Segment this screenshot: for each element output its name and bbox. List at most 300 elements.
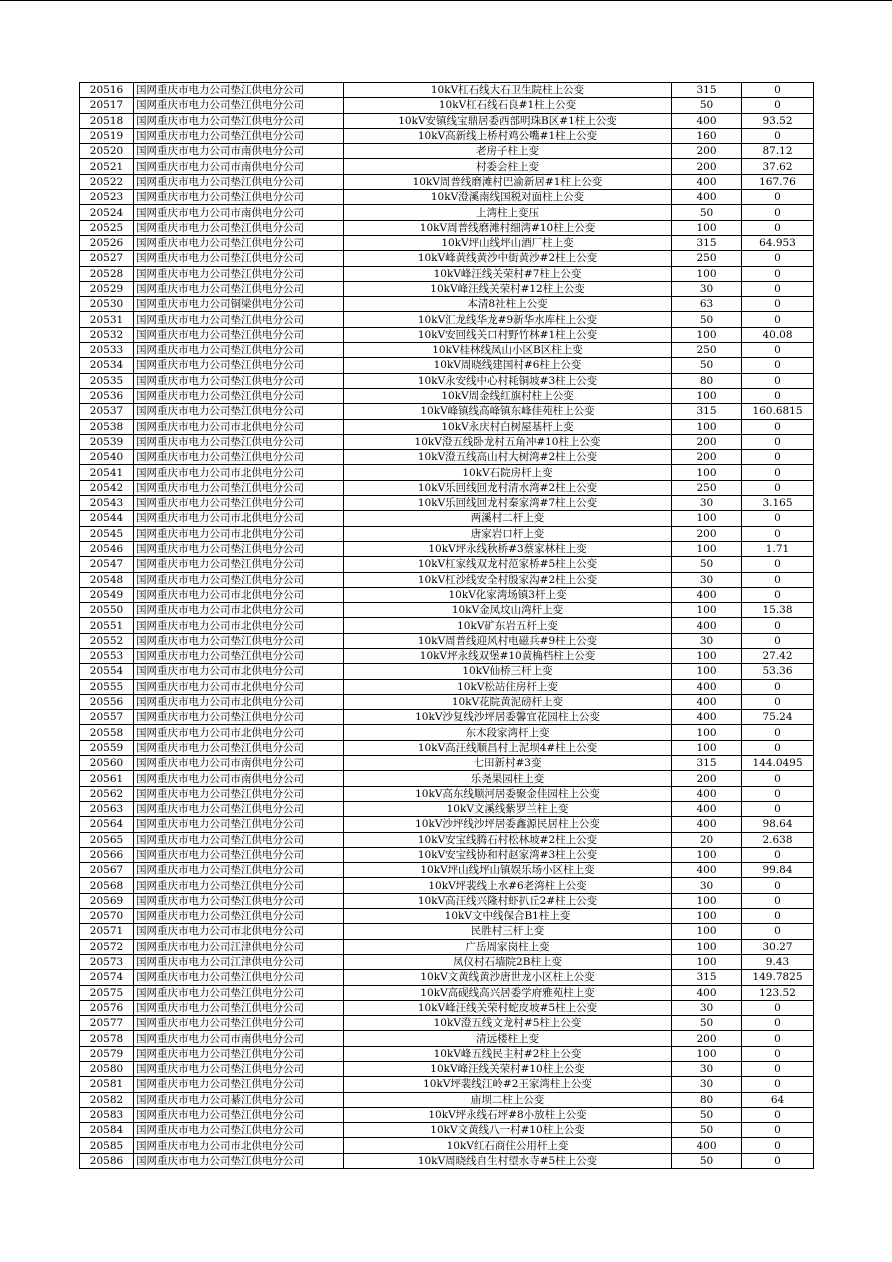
table-row [80,281,814,296]
transformer-name: 10kV周普线磨滩村巴渝新居#1柱上公变 [344,174,672,189]
company-name: 国网重庆市电力公司垫江供电分公司 [134,450,344,465]
company-name: 国网重庆市电力公司垫江供电分公司 [134,1107,344,1122]
row-id: 20581 [80,1077,134,1092]
table-row [80,725,814,740]
transformer-name: 10kV峰汪线关荣村#7柱上公变 [344,266,672,281]
capacity: 315 [672,756,742,771]
load-value: 0 [742,1062,814,1077]
load-value: 15.38 [742,603,814,618]
row-id: 20551 [80,618,134,633]
company-name: 国网重庆市电力公司市南供电分公司 [134,1031,344,1046]
table-row [80,786,814,801]
company-name: 国网重庆市电力公司江津供电分公司 [134,939,344,954]
table-row [80,113,814,128]
load-value: 0 [742,924,814,939]
table-row [80,1031,814,1046]
load-value: 0 [742,771,814,786]
transformer-name: 10kV峰五线民主村#2柱上公变 [344,1046,672,1061]
load-value: 3.165 [742,496,814,511]
row-id: 20573 [80,954,134,969]
transformer-name: 10kV杠石线大石卫生院柱上公变 [344,83,672,98]
company-name: 国网重庆市电力公司垫江供电分公司 [134,281,344,296]
table-row [80,1062,814,1077]
load-value: 75.24 [742,710,814,725]
transformer-name: 10kV桂林线凤山小区B区柱上变 [344,343,672,358]
row-id: 20563 [80,801,134,816]
row-id: 20527 [80,251,134,266]
capacity: 100 [672,893,742,908]
capacity: 200 [672,771,742,786]
transformer-name: 10kV澄五线文龙村#5柱上公变 [344,1016,672,1031]
company-name: 国网重庆市电力公司垫江供电分公司 [134,572,344,587]
capacity: 100 [672,648,742,663]
transformer-name: 10kV坪永线石坪#8小放柱上公变 [344,1107,672,1122]
transformer-name: 10kV澄五线高山村大树湾#2柱上公变 [344,450,672,465]
transformer-name: 10kV文黄线黄沙唐世龙小区柱上公变 [344,970,672,985]
transformer-name: 10kV金凤坟山湾杆上变 [344,603,672,618]
company-name: 国网重庆市电力公司垫江供电分公司 [134,251,344,266]
capacity: 100 [672,725,742,740]
capacity: 100 [672,664,742,679]
row-id: 20539 [80,434,134,449]
company-name: 国网重庆市电力公司市南供电分公司 [134,159,344,174]
capacity: 200 [672,1031,742,1046]
row-id: 20542 [80,480,134,495]
table-row [80,740,814,755]
capacity: 400 [672,587,742,602]
company-name: 国网重庆市电力公司垫江供电分公司 [134,832,344,847]
table-row [80,970,814,985]
row-id: 20536 [80,388,134,403]
company-name: 国网重庆市电力公司垫江供电分公司 [134,1046,344,1061]
capacity: 50 [672,358,742,373]
company-name: 国网重庆市电力公司垫江供电分公司 [134,343,344,358]
company-name: 国网重庆市电力公司垫江供电分公司 [134,648,344,663]
load-value: 0 [742,618,814,633]
table-row [80,205,814,220]
capacity: 80 [672,373,742,388]
load-value: 0 [742,419,814,434]
company-name: 国网重庆市电力公司垫江供电分公司 [134,174,344,189]
table-row [80,144,814,159]
capacity: 30 [672,633,742,648]
load-value: 0 [742,1153,814,1168]
table-row [80,266,814,281]
load-value: 0 [742,557,814,572]
capacity: 100 [672,511,742,526]
company-name: 国网重庆市电力公司市北供电分公司 [134,924,344,939]
row-id: 20522 [80,174,134,189]
capacity: 100 [672,1046,742,1061]
company-name: 国网重庆市电力公司市北供电分公司 [134,526,344,541]
row-id: 20549 [80,587,134,602]
load-value: 0 [742,358,814,373]
company-name: 国网重庆市电力公司垫江供电分公司 [134,98,344,113]
table-row [80,1138,814,1153]
company-name: 国网重庆市电力公司垫江供电分公司 [134,847,344,862]
transformer-name: 庙坝二柱上公变 [344,1092,672,1107]
transformer-name: 10kV文黄线八一村#10柱上公变 [344,1123,672,1138]
company-name: 国网重庆市电力公司垫江供电分公司 [134,496,344,511]
transformer-name: 东木段家湾杆上变 [344,725,672,740]
table-row [80,480,814,495]
row-id: 20538 [80,419,134,434]
company-name: 国网重庆市电力公司垫江供电分公司 [134,985,344,1000]
company-name: 国网重庆市电力公司市北供电分公司 [134,618,344,633]
company-name: 国网重庆市电力公司垫江供电分公司 [134,633,344,648]
capacity: 50 [672,1123,742,1138]
row-id: 20531 [80,312,134,327]
company-name: 国网重庆市电力公司垫江供电分公司 [134,83,344,98]
capacity: 100 [672,924,742,939]
load-value: 9.43 [742,954,814,969]
row-id: 20533 [80,343,134,358]
company-name: 国网重庆市电力公司垫江供电分公司 [134,235,344,250]
transformer-name: 10kV乐回线回龙村秦家湾#7柱上公变 [344,496,672,511]
load-value: 0 [742,388,814,403]
row-id: 20560 [80,756,134,771]
load-value: 167.76 [742,174,814,189]
transformer-name: 10kV周普线迎风村电磁兵#9柱上公变 [344,633,672,648]
row-id: 20565 [80,832,134,847]
table-body [80,83,814,1169]
company-name: 国网重庆市电力公司垫江供电分公司 [134,893,344,908]
capacity: 30 [672,1077,742,1092]
table-row [80,587,814,602]
table-row [80,710,814,725]
capacity: 50 [672,312,742,327]
row-id: 20564 [80,817,134,832]
load-value: 0 [742,98,814,113]
capacity: 100 [672,266,742,281]
table-row [80,312,814,327]
capacity: 400 [672,786,742,801]
capacity: 400 [672,694,742,709]
capacity: 100 [672,220,742,235]
table-row [80,557,814,572]
transformer-name: 10kV坪裴线江岭#2王家湾柱上公变 [344,1077,672,1092]
capacity: 50 [672,1107,742,1122]
capacity: 400 [672,1138,742,1153]
company-name: 国网重庆市电力公司垫江供电分公司 [134,909,344,924]
capacity: 200 [672,159,742,174]
load-value: 0 [742,373,814,388]
table-row [80,801,814,816]
row-id: 20556 [80,694,134,709]
capacity: 400 [672,113,742,128]
capacity: 160 [672,128,742,143]
transformer-name: 10kV澄五线卧龙村五角冲#10柱上公变 [344,434,672,449]
table-row [80,1092,814,1107]
row-id: 20530 [80,297,134,312]
load-value: 0 [742,220,814,235]
company-name: 国网重庆市电力公司市北供电分公司 [134,511,344,526]
load-value: 0 [742,679,814,694]
transformer-name: 10kV周晓线自生村望水寺#5柱上公变 [344,1153,672,1168]
capacity: 100 [672,419,742,434]
company-name: 国网重庆市电力公司垫江供电分公司 [134,327,344,342]
transformer-name: 10kV红石商住公用杆上变 [344,1138,672,1153]
transformer-name: 10kV坪山线坪山镇娱乐场小区柱上变 [344,863,672,878]
transformer-name: 10kV坪裴线上水#6老湾柱上公变 [344,878,672,893]
company-name: 国网重庆市电力公司垫江供电分公司 [134,710,344,725]
table-row [80,939,814,954]
load-value: 0 [742,465,814,480]
transformer-name: 广岳周家岗柱上变 [344,939,672,954]
capacity: 30 [672,1000,742,1015]
transformer-name: 10kV乐回线回龙村清水湾#2柱上公变 [344,480,672,495]
row-id: 20553 [80,648,134,663]
company-name: 国网重庆市电力公司垫江供电分公司 [134,113,344,128]
load-value: 0 [742,893,814,908]
load-value: 123.52 [742,985,814,1000]
row-id: 20552 [80,633,134,648]
row-id: 20554 [80,664,134,679]
load-value: 0 [742,801,814,816]
row-id: 20585 [80,1138,134,1153]
transformer-name: 10kV周金线红旗村柱上公变 [344,388,672,403]
transformer-name: 10kV安镇线宝鼎居委西部明珠B区#1柱上公变 [344,113,672,128]
company-name: 国网重庆市电力公司市南供电分公司 [134,756,344,771]
row-id: 20576 [80,1000,134,1015]
capacity: 250 [672,251,742,266]
row-id: 20537 [80,404,134,419]
row-id: 20580 [80,1062,134,1077]
company-name: 国网重庆市电力公司垫江供电分公司 [134,878,344,893]
capacity: 100 [672,740,742,755]
transformer-name: 10kV矿东岩五杆上变 [344,618,672,633]
company-name: 国网重庆市电力公司垫江供电分公司 [134,128,344,143]
capacity: 80 [672,1092,742,1107]
row-id: 20526 [80,235,134,250]
company-name: 国网重庆市电力公司市北供电分公司 [134,419,344,434]
transformer-name: 10kV周晓线建国村#6柱上公变 [344,358,672,373]
capacity: 200 [672,450,742,465]
company-name: 国网重庆市电力公司垫江供电分公司 [134,312,344,327]
load-value: 0 [742,909,814,924]
row-id: 20577 [80,1016,134,1031]
load-value: 0 [742,281,814,296]
row-id: 20529 [80,281,134,296]
capacity: 30 [672,496,742,511]
load-value: 64 [742,1092,814,1107]
company-name: 国网重庆市电力公司市南供电分公司 [134,144,344,159]
transformer-name: 10kV仙桥三杆上变 [344,664,672,679]
table-row [80,909,814,924]
transformer-name: 10kV文中线保合B1柱上变 [344,909,672,924]
load-value: 0 [742,312,814,327]
row-id: 20575 [80,985,134,1000]
load-value: 0 [742,190,814,205]
capacity: 100 [672,541,742,556]
transformer-name: 10kV峰黄线黄沙中街黄沙#2柱上公变 [344,251,672,266]
table-row [80,694,814,709]
table-row [80,297,814,312]
table-row [80,434,814,449]
row-id: 20559 [80,740,134,755]
transformer-name: 民胜村三杆上变 [344,924,672,939]
table-row [80,327,814,342]
transformer-name: 10kV高汪线兴隆村虾扒丘2#柱上公变 [344,893,672,908]
capacity: 250 [672,480,742,495]
table-row [80,128,814,143]
capacity: 400 [672,817,742,832]
load-value: 0 [742,694,814,709]
company-name: 国网重庆市电力公司江津供电分公司 [134,954,344,969]
company-name: 国网重庆市电力公司垫江供电分公司 [134,1000,344,1015]
row-id: 20571 [80,924,134,939]
table-row [80,159,814,174]
row-id: 20516 [80,83,134,98]
table-row [80,404,814,419]
capacity: 50 [672,205,742,220]
table-row [80,893,814,908]
row-id: 20532 [80,327,134,342]
company-name: 国网重庆市电力公司垫江供电分公司 [134,190,344,205]
capacity: 100 [672,465,742,480]
table-row [80,1123,814,1138]
row-id: 20558 [80,725,134,740]
table-row [80,771,814,786]
row-id: 20519 [80,128,134,143]
transformer-name: 10kV安宝线协和村赵家湾#3柱上公变 [344,847,672,862]
table-row [80,526,814,541]
transformer-name: 10kV沙坪线沙坪居委鑫源民居柱上公变 [344,817,672,832]
capacity: 315 [672,404,742,419]
capacity: 50 [672,1016,742,1031]
transformer-name: 10kV安回线关口村野竹林#1柱上公变 [344,327,672,342]
load-value: 0 [742,343,814,358]
company-name: 国网重庆市电力公司垫江供电分公司 [134,863,344,878]
row-id: 20523 [80,190,134,205]
load-value: 0 [742,572,814,587]
company-name: 国网重庆市电力公司市北供电分公司 [134,725,344,740]
table-row [80,1046,814,1061]
transformer-name: 10kV澄溪南线国税对面柱上公变 [344,190,672,205]
table-row [80,954,814,969]
transformer-name: 两溪村二杆上变 [344,511,672,526]
table-row [80,251,814,266]
row-id: 20557 [80,710,134,725]
transformer-name: 七田新村#3变 [344,756,672,771]
transformer-name: 10kV石院房杆上变 [344,465,672,480]
table-row [80,541,814,556]
transformer-name: 凤仪村石墙院2B柱上变 [344,954,672,969]
transformer-name: 10kV峰汪线关荣村#10柱上公变 [344,1062,672,1077]
capacity: 315 [672,83,742,98]
company-name: 国网重庆市电力公司市北供电分公司 [134,694,344,709]
transformer-name: 10kV高东线顺河居委聚金佳园柱上公变 [344,786,672,801]
transformer-name: 10kV文溪线紫罗兰柱上变 [344,801,672,816]
load-value: 0 [742,587,814,602]
row-id: 20544 [80,511,134,526]
row-id: 20540 [80,450,134,465]
company-name: 国网重庆市电力公司垫江供电分公司 [134,434,344,449]
load-value: 144.0495 [742,756,814,771]
table-row [80,83,814,98]
company-name: 国网重庆市电力公司垫江供电分公司 [134,1153,344,1168]
row-id: 20520 [80,144,134,159]
table-row [80,1000,814,1015]
load-value: 0 [742,1000,814,1015]
row-id: 20545 [80,526,134,541]
row-id: 20541 [80,465,134,480]
row-id: 20550 [80,603,134,618]
load-value: 0 [742,786,814,801]
capacity: 400 [672,618,742,633]
transformer-name: 老房子柱上变 [344,144,672,159]
table-row [80,235,814,250]
load-value: 93.52 [742,113,814,128]
load-value: 149.7825 [742,970,814,985]
table-row [80,174,814,189]
load-value: 2.638 [742,832,814,847]
load-value: 98.64 [742,817,814,832]
table-row [80,220,814,235]
transformer-name: 10kV杠沙线安全村殷家沟#2柱上公变 [344,572,672,587]
company-name: 国网重庆市电力公司铜梁供电分公司 [134,297,344,312]
table-row [80,190,814,205]
row-id: 20518 [80,113,134,128]
transformer-name: 10kV沙复线沙坪居委馨宜花园柱上公变 [344,710,672,725]
row-id: 20524 [80,205,134,220]
transformer-name: 10kV松站住房杆上变 [344,679,672,694]
table-row [80,603,814,618]
company-name: 国网重庆市电力公司市南供电分公司 [134,205,344,220]
table-row [80,756,814,771]
capacity: 400 [672,801,742,816]
transformer-table [79,82,814,1169]
row-id: 20579 [80,1046,134,1061]
row-id: 20570 [80,909,134,924]
row-id: 20547 [80,557,134,572]
table-row [80,98,814,113]
capacity: 100 [672,939,742,954]
company-name: 国网重庆市电力公司市南供电分公司 [134,771,344,786]
table-row [80,388,814,403]
table-row [80,633,814,648]
table-row [80,358,814,373]
company-name: 国网重庆市电力公司市北供电分公司 [134,603,344,618]
load-value: 0 [742,1016,814,1031]
transformer-name: 10kV花院黄泥磅杆上变 [344,694,672,709]
table-row [80,1016,814,1031]
capacity: 400 [672,174,742,189]
capacity: 100 [672,327,742,342]
company-name: 国网重庆市电力公司垫江供电分公司 [134,786,344,801]
capacity: 100 [672,603,742,618]
row-id: 20534 [80,358,134,373]
table-row [80,863,814,878]
capacity: 200 [672,526,742,541]
load-value: 37.62 [742,159,814,174]
capacity: 400 [672,863,742,878]
row-id: 20578 [80,1031,134,1046]
transformer-name: 10kV峰汪线关荣村蛇皮坡#5柱上公变 [344,1000,672,1015]
transformer-name: 10kV坪永线双堡#10黄桷档柱上公变 [344,648,672,663]
transformer-name: 10kV峰汪线关荣村#12柱上公变 [344,281,672,296]
row-id: 20555 [80,679,134,694]
row-id: 20572 [80,939,134,954]
transformer-name: 唐家岩口杆上变 [344,526,672,541]
table-row [80,618,814,633]
capacity: 30 [672,878,742,893]
capacity: 20 [672,832,742,847]
load-value: 0 [742,511,814,526]
company-name: 国网重庆市电力公司垫江供电分公司 [134,388,344,403]
load-value: 0 [742,847,814,862]
row-id: 20582 [80,1092,134,1107]
